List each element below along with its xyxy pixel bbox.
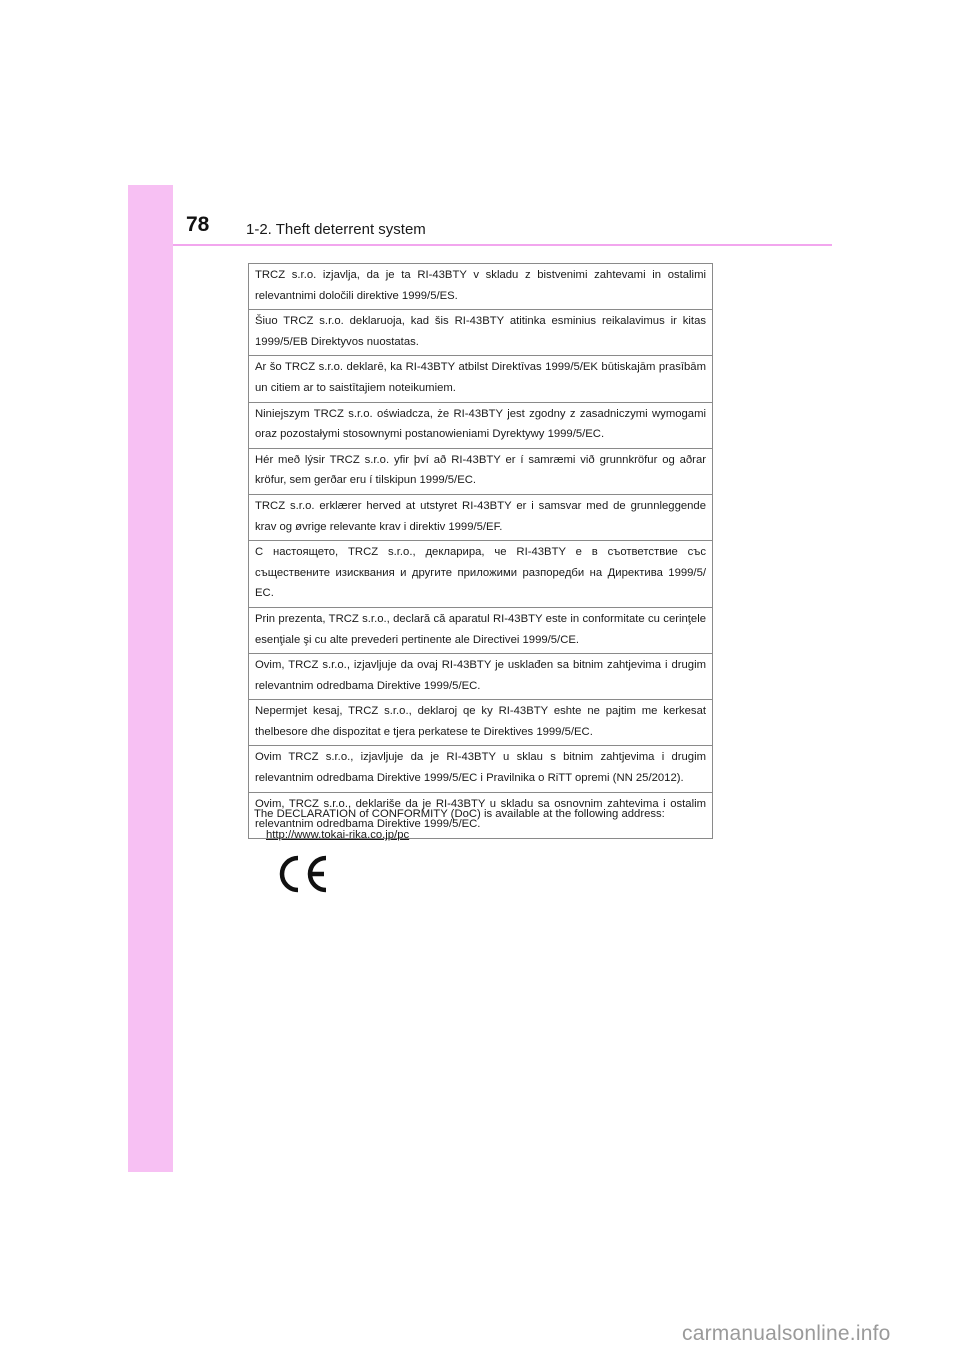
declaration-albanian: Nepermjet kesaj, TRCZ s.r.o., deklaroj qe ky RI-43BTY eshte ne pajtim me kerkesat thelbesore dhe dispozitat e tjera perkatese te Direktives 1999/5/EC. [249,700,713,746]
declaration-croatian: Ovim TRCZ s.r.o., izjavljuje da je RI-43BTY u sklau s bitnim zahtjevima i drugim relevantnim odredbama Direktive 1999/5/EC i Pravilnika o RiTT opremi (NN 25/2012). [249,746,713,792]
declaration-table [248,263,713,839]
table-row [249,607,713,653]
declaration-slovenian: TRCZ s.r.o. izjavlja, da je ta RI-43BTY v skladu z bistvenimi zahtevami in ostalimi relevantnimi določili direktive 1999/5/ES. [249,264,713,310]
ce-mark-icon [276,854,330,894]
declaration-romanian: Prin prezenta, TRCZ s.r.o., declară că aparatul RI-43BTY este in conformitate cu cerinţele esenţiale şi cu alte prevederi pertinente ale Directivei 1999/5/CE. [249,607,713,653]
header-rule [173,244,832,246]
declaration-bulgarian: С настоящето, TRCZ s.r.o., декларира, че RI-43BTY е в съответствие със съществените изисквания и другите приложими разпоредби на Директива 1999/5/ЕС. [249,541,713,608]
declaration-latvian: Ar šo TRCZ s.r.o. deklarē, ka RI-43BTY atbilst Direktīvas 1999/5/EK būtiskajām prasībām un citiem ar to saistītajiem noteikumiem. [249,356,713,402]
watermark: carmanualsonline.info [682,1322,891,1345]
table-row [249,448,713,494]
declaration-polish: Niniejszym TRCZ s.r.o. oświadcza, że RI-43BTY jest zgodny z zasadniczymi wymogami oraz pozostałymi stosownymi postanowieniami Dyrektywy 1999/5/EC. [249,402,713,448]
ce-mark-c-shape [282,858,298,890]
table-row [249,356,713,402]
table-row [249,700,713,746]
table-row [249,746,713,792]
table-row [249,402,713,448]
table-row [249,541,713,608]
declaration-serbian: Ovim, TRCZ s.r.o., deklariše da je RI-43BTY u skladu sa osnovnim zahtevima i ostalim relevantnim odredbama Direktive 1999/5/EC. [249,792,713,838]
side-tab [128,185,173,1172]
declaration-bosnian: Ovim, TRCZ s.r.o., izjavljuje da ovaj RI-43BTY je usklađen sa bitnim zahtjevima i drugim relevantnim odredbama Direktive 1999/5/EC. [249,654,713,700]
doc-link[interactable]: http://www.tokai-rika.co.jp/pc [266,829,410,841]
table-row [249,494,713,540]
table-row [249,310,713,356]
declaration-icelandic: Hér með lýsir TRCZ s.r.o. yfir því að RI-43BTY er í samræmi við grunnkröfur og aðrar kröfur, sem gerðar eru í tilskipun 1999/5/EC. [249,448,713,494]
declaration-norwegian: TRCZ s.r.o. erklærer herved at utstyret RI-43BTY er i samsvar med de grunnleggende krav og øvrige relevante krav i direktiv 1999/5/EF. [249,494,713,540]
table-row [249,264,713,310]
doc-availability-note: The DECLARATION of CONFORMITY (DoC) is available at the following address: [254,808,665,820]
declaration-lithuanian: Šiuo TRCZ s.r.o. deklaruoja, kad šis RI-43BTY atitinka esminius reikalavimus ir kitas 1999/5/EB Direktyvos nuostatas. [249,310,713,356]
table-row [249,654,713,700]
page-number: 78 [186,213,210,236]
section-title: 1-2. Theft deterrent system [246,221,426,238]
